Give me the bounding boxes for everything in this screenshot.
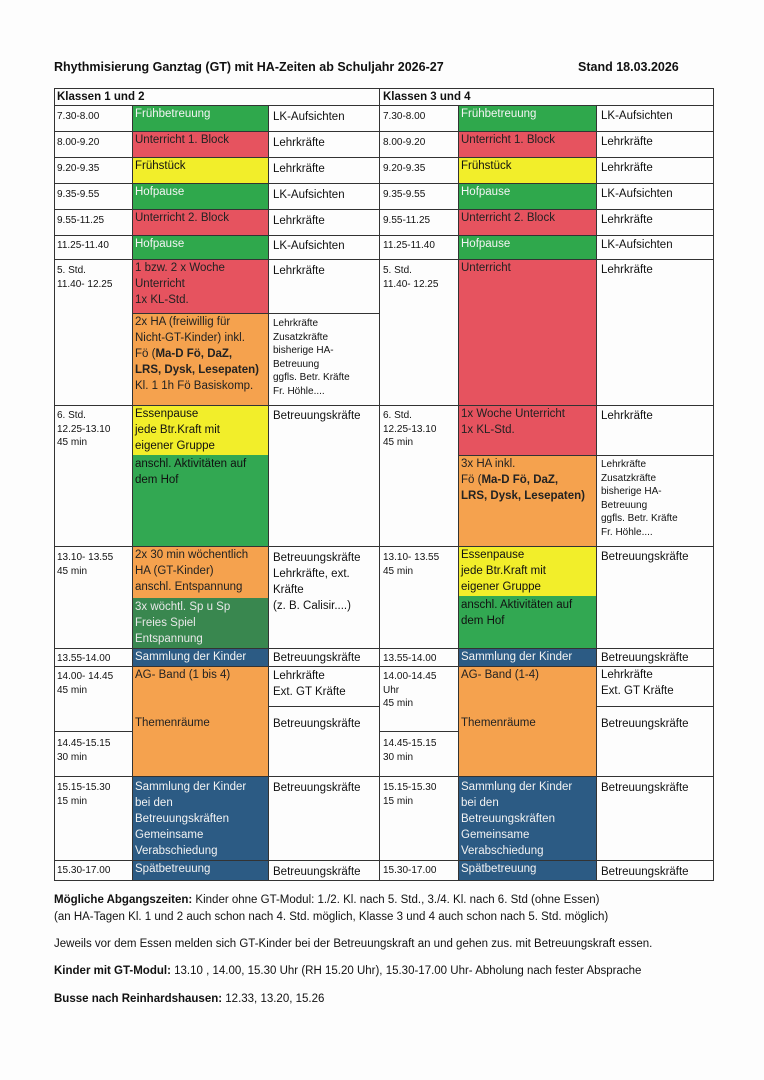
left-staff-r10: Betreuungskräfte xyxy=(273,652,361,664)
right-time-r4: 9.35-9.55 xyxy=(383,189,426,200)
left-spaetbetreuung-cell: Spätbetreuung xyxy=(132,860,268,880)
left-ha-cell: 2x HA (freiwillig für Nicht-GT-Kinder) inkl. Fö (Ma-D Fö, DaZ, LRS, Dysk, Lesepaten) Kl. 1 1h Fö Basiskomp. xyxy=(132,313,268,405)
left-staff-r9: Betreuungskräfte Lehrkräfte, ext. Kräfte (z. B. Calisir....) xyxy=(273,552,361,612)
right-time-r7: 5. Std. 11.40- 12.25 xyxy=(383,265,439,290)
left-staff-r3: Lehrkräfte xyxy=(273,163,325,175)
right-hof-aktivitaeten-cell: anschl. Aktivitäten auf dem Hof xyxy=(458,596,596,648)
right-time-r1: 7.30-8.00 xyxy=(383,111,426,122)
footer-abgangszeiten: Mögliche Abgangszeiten: Kinder ohne GT-Modul: 1./2. Kl. nach 5. Std., 3./4. Kl. nach 6. Std (ohne Essen) xyxy=(54,894,600,906)
left-ha-gt-cell: 2x 30 min wöchentlich HA (GT-Kinder) anschl. Entspannung xyxy=(132,546,268,598)
left-ha-staff: Lehrkräfte Zusatzkräfte bisherige HA- Betreuung ggfls. Betr. Kräfte Fr. Höhle.... xyxy=(273,318,350,397)
left-time-r4: 9.35-9.55 xyxy=(57,189,100,200)
right-staff-r4: LK-Aufsichten xyxy=(601,188,673,200)
left-hofpause-2-cell: Hofpause xyxy=(132,235,268,259)
left-staff-r14: Betreuungskräfte xyxy=(273,866,361,878)
footer-gt-modul: Kinder mit GT-Modul: 13.10 , 14.00, 15.30 Uhr (RH 15.20 Uhr), 15.30-17.00 Uhr- Abholung nach fester Absprache xyxy=(54,965,642,977)
right-staff-r3: Lehrkräfte xyxy=(601,162,653,174)
right-time-r13: 15.15-15.30 15 min xyxy=(383,782,437,807)
right-time-r8: 6. Std. 12.25-13.10 45 min xyxy=(383,410,437,448)
right-staff-r13: Betreuungskräfte xyxy=(601,782,689,794)
left-hof-aktivitaeten-cell: anschl. Aktivitäten auf dem Hof xyxy=(132,455,268,546)
left-sammlung-cell: Sammlung der Kinder xyxy=(132,648,268,666)
left-fruehstueck-cell: Frühstück xyxy=(132,157,268,183)
left-time-r11: 14.00- 14.45 45 min xyxy=(57,671,114,696)
right-staff-r5: Lehrkräfte xyxy=(601,214,653,226)
left-unterricht-2-cell: Unterricht 2. Block xyxy=(132,209,268,235)
left-staff-r6: LK-Aufsichten xyxy=(273,240,345,252)
left-spiel-cell: 3x wöchtl. Sp u Sp Freies Spiel Entspannung xyxy=(132,598,268,648)
left-time-r1: 7.30-8.00 xyxy=(57,111,100,122)
footer-ha-tage: (an HA-Tagen Kl. 1 und 2 auch schon nach 4. Std. möglich, Klasse 3 und 4 auch schon nach 5. Std. möglich) xyxy=(54,911,609,923)
right-staff-r1: LK-Aufsichten xyxy=(601,110,673,122)
right-sammlung-cell: Sammlung der Kinder xyxy=(458,648,596,666)
right-unterricht-2-cell: Unterricht 2. Block xyxy=(458,209,596,235)
left-time-r3: 9.20-9.35 xyxy=(57,163,100,174)
left-heading: Klassen 1 und 2 xyxy=(57,91,145,103)
right-time-r3: 9.20-9.35 xyxy=(383,163,426,174)
right-staff-r6: LK-Aufsichten xyxy=(601,239,673,251)
left-staff-r5: Lehrkräfte xyxy=(273,215,325,227)
left-sammlung-verabschiedung-cell: Sammlung der Kinder bei den Betreuungskräften Gemeinsame Verabschiedung xyxy=(132,776,268,860)
right-staff-r2: Lehrkräfte xyxy=(601,136,653,148)
right-time-r14: 15.30-17.00 xyxy=(383,865,437,876)
right-hofpause-1-cell: Hofpause xyxy=(458,183,596,209)
left-staff-r1: LK-Aufsichten xyxy=(273,111,345,123)
right-essenpause-cell: Essenpause jede Btr.Kraft mit eigener Gruppe xyxy=(458,546,596,596)
left-ag-themen-cell: AG- Band (1 bis 4) Themenräume xyxy=(132,666,268,776)
page-title: Rhythmisierung Ganztag (GT) mit HA-Zeiten ab Schuljahr 2026-27 xyxy=(54,60,444,74)
right-time-r12: 14.45-15.15 30 min xyxy=(383,738,437,763)
right-6std-unterricht-cell: 1x Woche Unterricht 1x KL-Std. xyxy=(458,405,596,455)
right-ha-staff: Lehrkräfte Zusatzkräfte bisherige HA- Betreuung ggfls. Betr. Kräfte Fr. Höhle.... xyxy=(601,459,678,538)
right-time-r9: 13.10- 13.55 45 min xyxy=(383,552,440,577)
right-staff-r10: Betreuungskräfte xyxy=(601,652,689,664)
left-time-r14: 15.30-17.00 xyxy=(57,865,111,876)
left-staff-r2: Lehrkräfte xyxy=(273,137,325,149)
right-time-r2: 8.00-9.20 xyxy=(383,137,426,148)
left-time-r12: 14.45-15.15 30 min xyxy=(57,738,111,763)
left-5std-unterricht-cell: 1 bzw. 2 x Woche Unterricht 1x KL-Std. xyxy=(132,259,268,313)
right-5std-unterricht-cell: Unterricht xyxy=(458,259,596,405)
left-time-r5: 9.55-11.25 xyxy=(57,215,105,226)
right-time-r6: 11.25-11.40 xyxy=(383,240,435,251)
left-staff-r11: Lehrkräfte Ext. GT Kräfte xyxy=(273,670,346,698)
right-fruehstueck-cell: Frühstück xyxy=(458,157,596,183)
right-staff-r7: Lehrkräfte xyxy=(601,264,653,276)
stand-date: Stand 18.03.2026 xyxy=(578,60,679,74)
right-unterricht-1-cell: Unterricht 1. Block xyxy=(458,131,596,157)
left-time-r6: 11.25-11.40 xyxy=(57,240,109,251)
left-essenpause-cell: Essenpause jede Btr.Kraft mit eigener Gruppe xyxy=(132,405,268,455)
right-sammlung-verabschiedung-cell: Sammlung der Kinder bei den Betreuungskräften Gemeinsame Verabschiedung xyxy=(458,776,596,860)
left-staff-r8: Betreuungskräfte xyxy=(273,410,361,422)
right-spaetbetreuung-cell: Spätbetreuung xyxy=(458,860,596,880)
left-time-r9: 13.10- 13.55 45 min xyxy=(57,552,114,577)
left-time-r2: 8.00-9.20 xyxy=(57,137,100,148)
left-staff-r7: Lehrkräfte xyxy=(273,265,325,277)
left-hofpause-1-cell: Hofpause xyxy=(132,183,268,209)
left-time-r7: 5. Std. 11.40- 12.25 xyxy=(57,265,113,290)
left-time-r8: 6. Std. 12.25-13.10 45 min xyxy=(57,410,111,448)
left-staff-r4: LK-Aufsichten xyxy=(273,189,345,201)
left-time-r10: 13.55-14.00 xyxy=(57,653,111,664)
right-time-r10: 13.55-14.00 xyxy=(383,653,437,664)
right-ag-themen-cell: AG- Band (1-4) Themenräume xyxy=(458,666,596,776)
right-heading: Klassen 3 und 4 xyxy=(383,91,471,103)
right-staff-r11: Lehrkräfte Ext. GT Kräfte xyxy=(601,669,674,697)
left-staff-r12: Betreuungskräfte xyxy=(273,718,361,730)
right-ha-cell: 3x HA inkl. Fö (Ma-D Fö, DaZ, LRS, Dysk, Lesepaten) xyxy=(458,455,596,546)
left-time-r13: 15.15-15.30 15 min xyxy=(57,782,111,807)
right-time-r5: 9.55-11.25 xyxy=(383,215,431,226)
right-staff-r8: Lehrkräfte xyxy=(601,410,653,422)
left-staff-r13: Betreuungskräfte xyxy=(273,782,361,794)
right-hofpause-2-cell: Hofpause xyxy=(458,235,596,259)
right-staff-r9: Betreuungskräfte xyxy=(601,551,689,563)
footer-busse: Busse nach Reinhardshausen: 12.33, 13.20, 15.26 xyxy=(54,993,325,1005)
right-fruehbetreuung-cell: Frühbetreuung xyxy=(458,105,596,131)
footer-essen-hinweis: Jeweils vor dem Essen melden sich GT-Kinder bei der Betreuungskraft an und gehen zus. mit Betreuungskraft essen. xyxy=(54,938,653,950)
left-unterricht-1-cell: Unterricht 1. Block xyxy=(132,131,268,157)
right-time-r11: 14.00-14.45 Uhr 45 min xyxy=(383,671,437,709)
right-staff-r14: Betreuungskräfte xyxy=(601,866,689,878)
left-fruehbetreuung-cell: Frühbetreuung xyxy=(132,105,268,131)
right-staff-r12: Betreuungskräfte xyxy=(601,718,689,730)
